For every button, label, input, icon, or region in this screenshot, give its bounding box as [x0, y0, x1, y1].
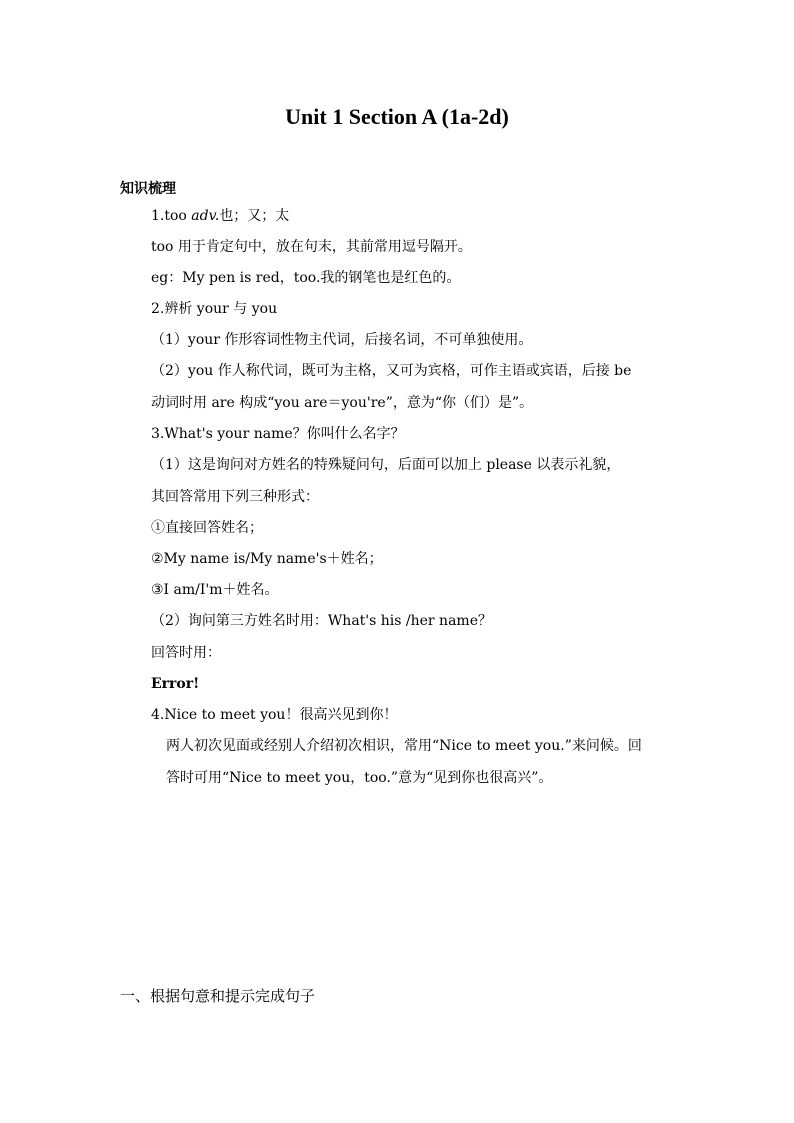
text-line: 答时可用“Nice to meet you，too.”意为“见到你也很高兴”。 — [166, 770, 553, 786]
text-line: （2）询问第三方姓名时用：What's his /her name？ — [151, 613, 492, 629]
text-segment: 也；又；太 — [219, 208, 290, 224]
section-heading-knowledge: 知识梳理 — [120, 181, 176, 197]
text-line: 两人初次见面或经别人介绍初次相识，常用“Nice to meet you.”来问候。回 — [166, 738, 642, 754]
text-line: ②My name is/My name's＋姓名； — [151, 551, 383, 567]
text-line: （1）这是询问对方姓名的特殊疑问句，后面可以加上 please 以表示礼貌， — [151, 457, 621, 473]
text-line: ③I am/I'm＋姓名。 — [151, 582, 279, 598]
text-line: 4.Nice to meet you！很高兴见到你！ — [151, 707, 398, 723]
text-segment-italic: adv. — [191, 208, 220, 224]
text-line: too 用于肯定句中，放在句末，其前常用逗号隔开。 — [151, 239, 472, 255]
text-line: 2.辨析 your 与 you — [151, 301, 278, 317]
text-line-too — [151, 205, 289, 227]
text-line: 动词时用 are 构成“you are＝you're”，意为“你（们）是”。 — [151, 395, 534, 411]
part-heading: 一、根据句意和提示完成句子 — [120, 987, 316, 1005]
text-line: eg：My pen is red，too.我的钢笔也是红色的。 — [151, 270, 461, 286]
text-segment: 1.too — [151, 208, 192, 224]
error-text: Error! — [151, 676, 200, 692]
page-title: Unit 1 Section A (1a-2d) — [285, 104, 509, 129]
text-line: （2）you 作人称代词，既可为主格，又可为宾格，可作主语或宾语，后接 be — [151, 363, 632, 379]
text-line: 3.What's your name？你叫什么名字？ — [151, 426, 405, 442]
text-line: 回答时用： — [151, 645, 221, 661]
text-line: ①直接回答姓名； — [151, 520, 263, 536]
text-line: 其回答常用下列三种形式： — [151, 489, 319, 505]
text-line: （1）your 作形容词性物主代词，后接名词，不可单独使用。 — [151, 332, 533, 348]
